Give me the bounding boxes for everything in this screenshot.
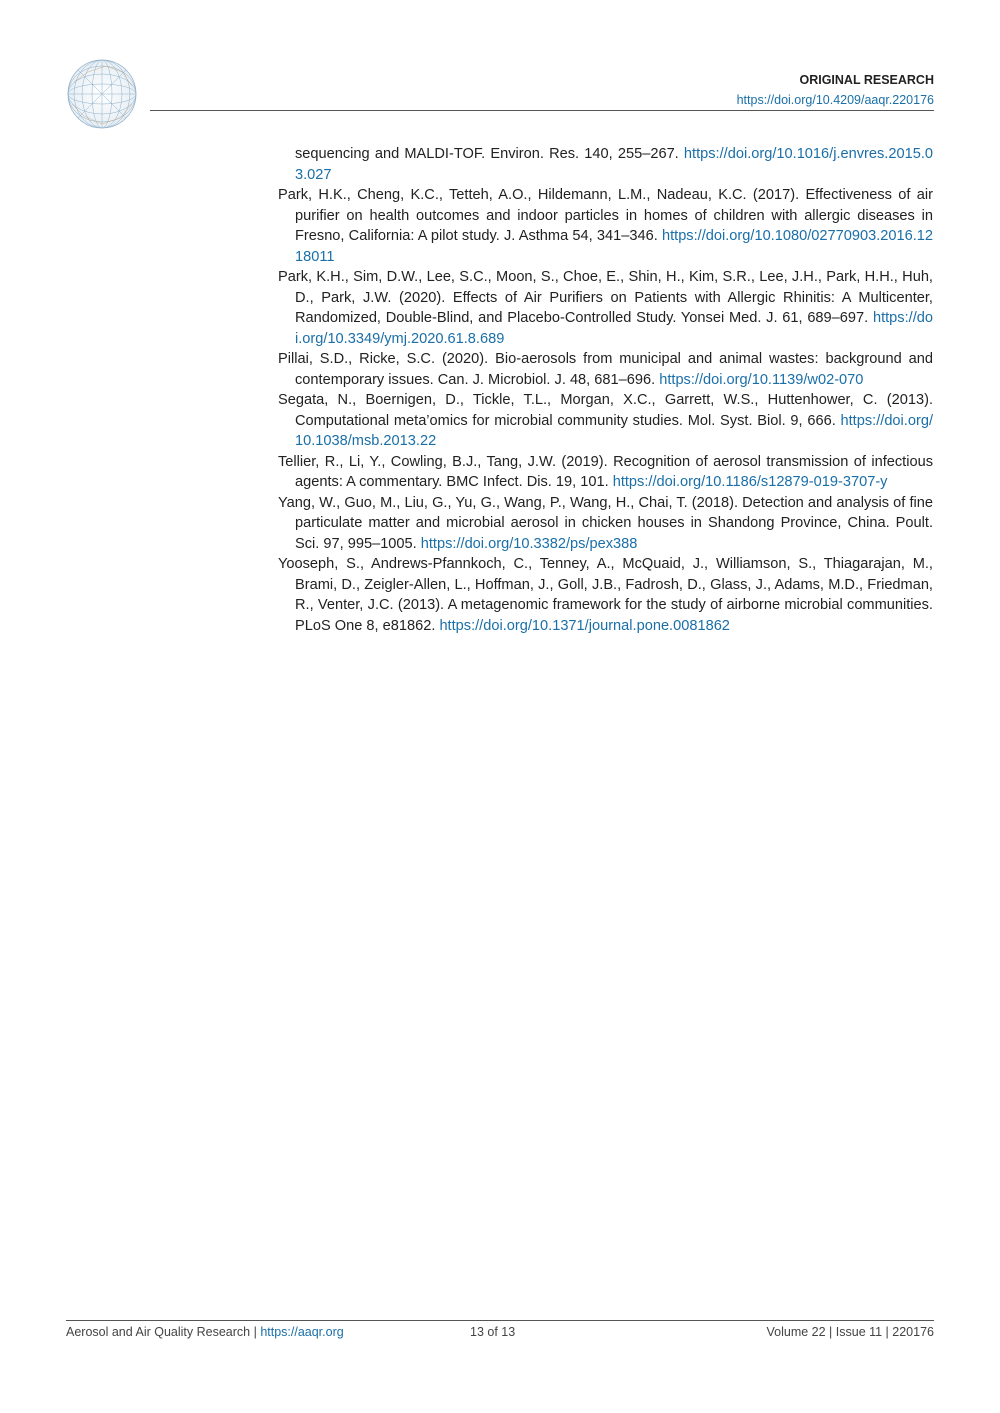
reference-doi-link[interactable]: https://doi.org/10.1371/journal.pone.0081862 xyxy=(439,617,730,634)
reference-item xyxy=(278,452,933,493)
footer-journal-link[interactable]: https://aaqr.org xyxy=(260,1325,344,1339)
article-type-label: ORIGINAL RESEARCH xyxy=(799,73,934,87)
footer-journal xyxy=(66,1325,344,1339)
reference-text: Tellier, R., Li, Y., Cowling, B.J., Tang, J.W. (2019). Recognition of aerosol transmission of infectious agents: A commentary. BMC Infect. Dis. 19, 101. xyxy=(278,453,933,490)
reference-text: Yang, W., Guo, M., Liu, G., Yu, G., Wang, P., Wang, H., Chai, T. (2018). Detection and analysis of fine particulate matter and microbial aerosol in chicken houses in Shandong Province, China. Poult. Sci. 97, 995–1005. xyxy=(278,494,933,552)
reference-text: Segata, N., Boernigen, D., Tickle, T.L., Morgan, X.C., Garrett, W.S., Huttenhower, C. (2013). Computational meta’omics for microbial community studies. Mol. Syst. Biol. 9, 666. xyxy=(278,392,933,429)
reference-text: Park, H.K., Cheng, K.C., Tetteh, A.O., Hildemann, L.M., Nadeau, K.C. (2017). Effectiveness of air purifier on health outcomes and indoor particles in homes of children with allergic diseases in Fresno, California: A pilot study. J. Asthma 54, 341–346. xyxy=(278,187,933,244)
reference-text: Pillai, S.D., Ricke, S.C. (2020). Bio-aerosols from municipal and animal wastes: background and contemporary issues. Can. J. Microbiol. J. 48, 681–696. xyxy=(278,351,933,388)
reference-doi-link[interactable]: https://doi.org/10.3382/ps/pex388 xyxy=(420,535,638,552)
reference-doi-link[interactable]: https://doi.org/10.3349/ymj.2020.61.8.689 xyxy=(295,310,933,347)
reference-text: Yooseph, S., Andrews-Pfannkoch, C., Tenney, A., McQuaid, J., Williamson, S., Thiagarajan, M., Brami, D., Zeigler-Allen, L., Hoffman, J., Goll, J.B., Fadrosh, D., Glass, J., Adams, M.D., Friedman, R., Venter, J.C. (2013). A metagenomic framework for the study of airborne microbial communities. PLoS One 8, e81862. xyxy=(278,556,933,634)
footer-divider xyxy=(66,1320,934,1321)
reference-text: sequencing and MALDI-TOF. Environ. Res. 140, 255–267. xyxy=(295,146,684,162)
reference-item xyxy=(278,390,933,452)
header-divider xyxy=(150,110,934,111)
reference-doi-link[interactable]: https://doi.org/10.1139/w02-070 xyxy=(659,371,864,388)
reference-list xyxy=(278,144,933,636)
reference-doi-link[interactable]: https://doi.org/10.1186/s12879-019-3707-y xyxy=(612,474,888,490)
footer-journal-name: Aerosol and Air Quality Research | xyxy=(66,1325,261,1339)
reference-item xyxy=(278,349,933,390)
reference-item xyxy=(278,144,933,185)
reference-text: Park, K.H., Sim, D.W., Lee, S.C., Moon, S., Choe, E., Shin, H., Kim, S.R., Lee, J.H., Park, H.H., Huh, D., Park, J.W. (2020). Effects of Air Purifiers on Patients with Allergic Rhinitis: A Multicenter, Randomized, Double-Blind, and Placebo-Controlled Study. Yonsei Med. J. 61, 689–697. xyxy=(278,269,933,326)
reference-doi-link[interactable]: https://doi.org/10.1038/msb.2013.22 xyxy=(295,412,933,449)
reference-doi-link[interactable]: https://doi.org/10.1016/j.envres.2015.03.027 xyxy=(295,146,933,183)
reference-item xyxy=(278,185,933,267)
reference-doi-link[interactable]: https://doi.org/10.1080/02770903.2016.1218011 xyxy=(295,228,933,265)
footer-page-number: 13 of 13 xyxy=(470,1325,516,1339)
reference-item xyxy=(278,554,933,636)
reference-item xyxy=(278,493,933,555)
footer-volume-issue: Volume 22 | Issue 11 | 220176 xyxy=(766,1325,934,1339)
journal-globe-logo xyxy=(66,58,138,130)
reference-item xyxy=(278,267,933,349)
header-doi-link[interactable]: https://doi.org/10.4209/aaqr.220176 xyxy=(736,93,934,107)
